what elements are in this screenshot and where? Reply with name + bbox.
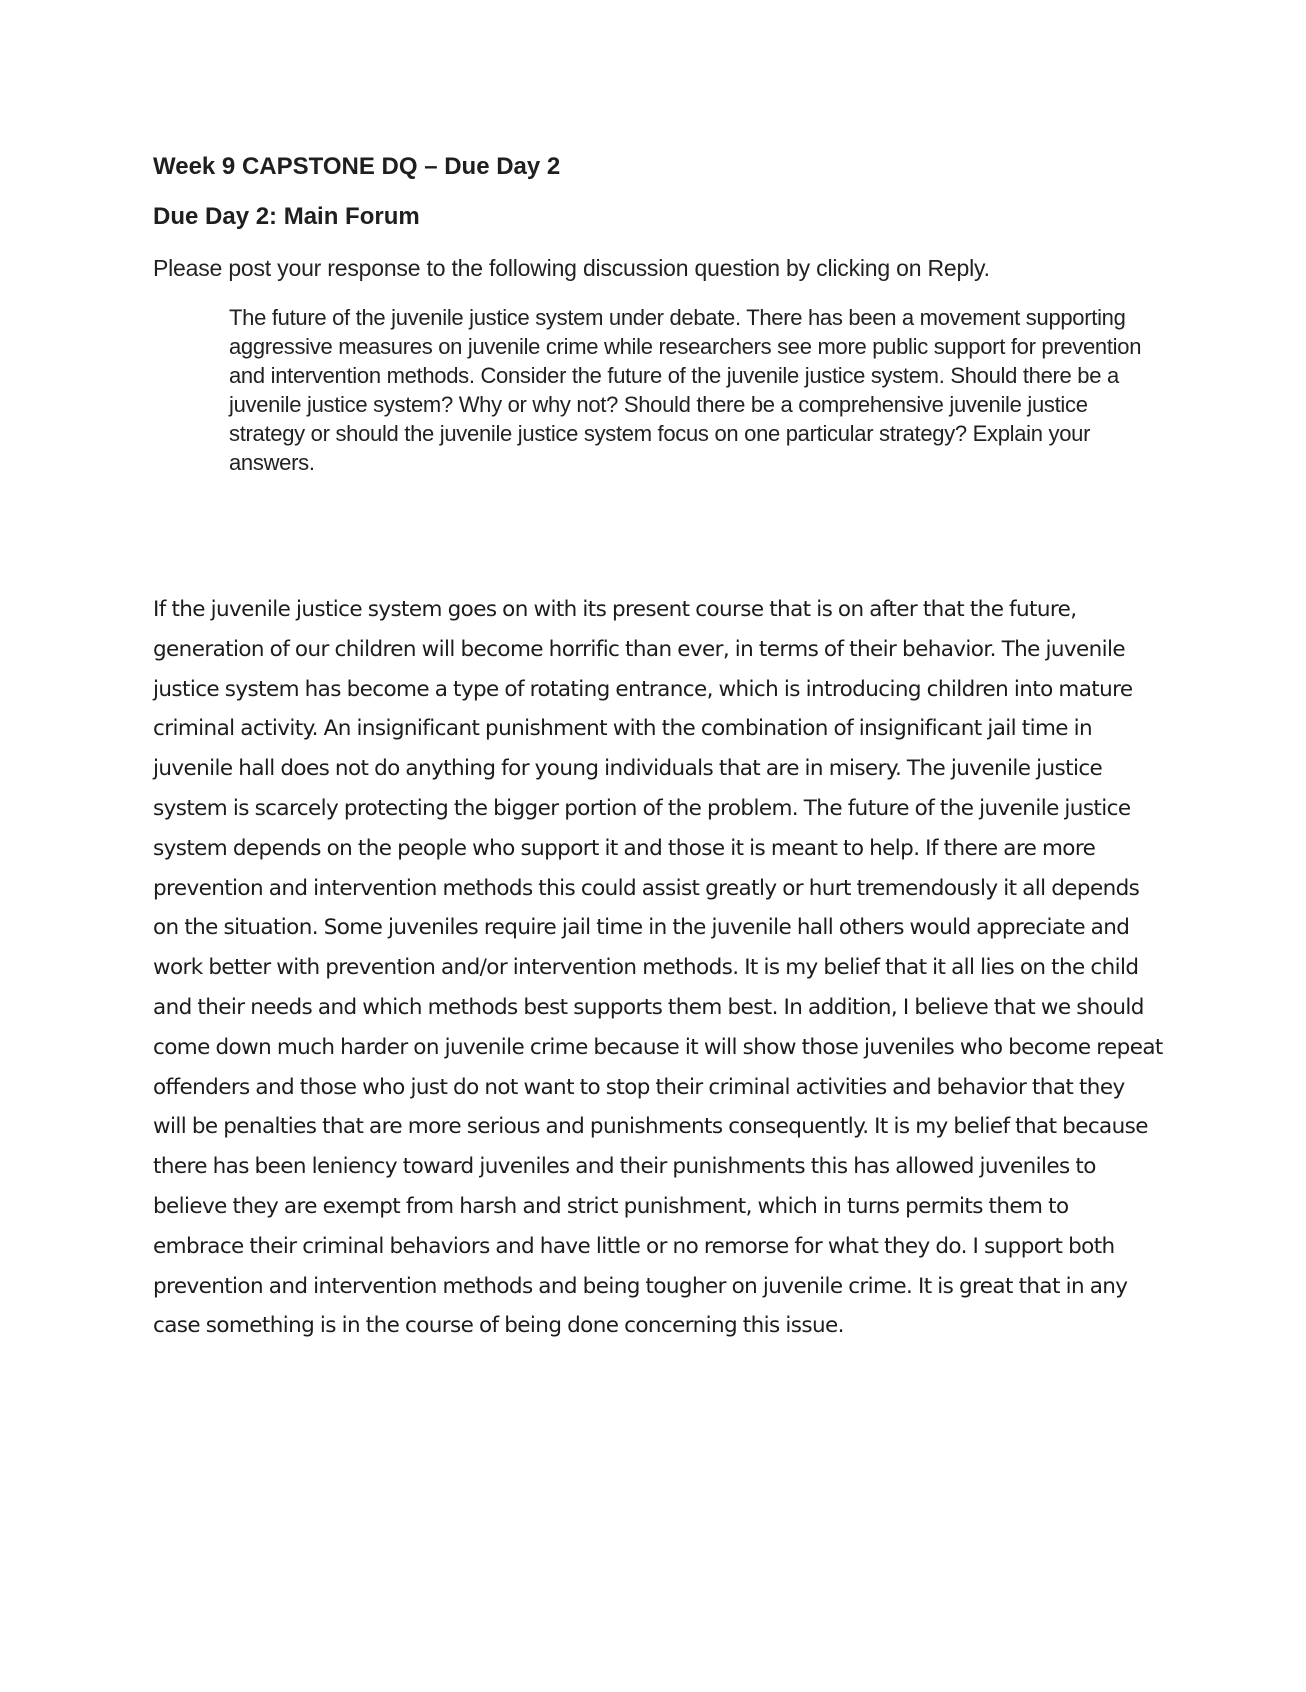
response-paragraph: If the juvenile justice system goes on with its present course that is on after that the future, generation of our children will become horrific than ever, in terms of their behavior. The juvenile justice system has become a type of rotating entrance, which is introducing children into mature criminal activity. An insignificant punishment with the combination of insignificant jail time in juvenile hall does not do anything for young individuals that are in misery. The juvenile justice system is scarcely protecting the bigger portion of the problem. The future of the juvenile justice system depends on the people who support it and those it is meant to help. If there are more prevention and intervention methods this could assist greatly or hurt tremendously it all depends on the situation. Some juveniles require jail time in the juvenile hall others would appreciate and work better with prevention and/or intervention methods. It is my belief that it all lies on the child and their needs and which methods best supports them best. In addition, I believe that we should come down much harder on juvenile crime because it will show those juveniles who become repeat offenders and those who just do not want to stop their criminal activities and behavior that they will be penalties that are more serious and punishments consequently. It is my belief that because there has been leniency toward juveniles and their punishments this has allowed juveniles to believe they are exempt from harsh and strict punishment, which in turns permits them to embrace their criminal behaviors and have little or no remorse for what they do. I support both prevention and intervention methods and being tougher on juvenile crime. It is great that in any case something is in the course of being done concerning this issue. (153, 597, 1163, 1339)
document-subtitle: Due Day 2: Main Forum (153, 203, 420, 230)
discussion-question: The future of the juvenile justice system under debate. There has been a movement supporting aggressive measures on juvenile crime while researchers see more public support for prevention and intervention methods. Consider the future of the juvenile justice system. Should there be a juvenile justice system? Why or why not? Should there be a comprehensive juvenile justice strategy or should the juvenile justice system focus on one particular strategy? Explain your answers. (229, 305, 1142, 475)
document-title: Week 9 CAPSTONE DQ – Due Day 2 (153, 153, 561, 180)
instruction-text: Please post your response to the following discussion question by clicking on Reply. (153, 255, 990, 281)
